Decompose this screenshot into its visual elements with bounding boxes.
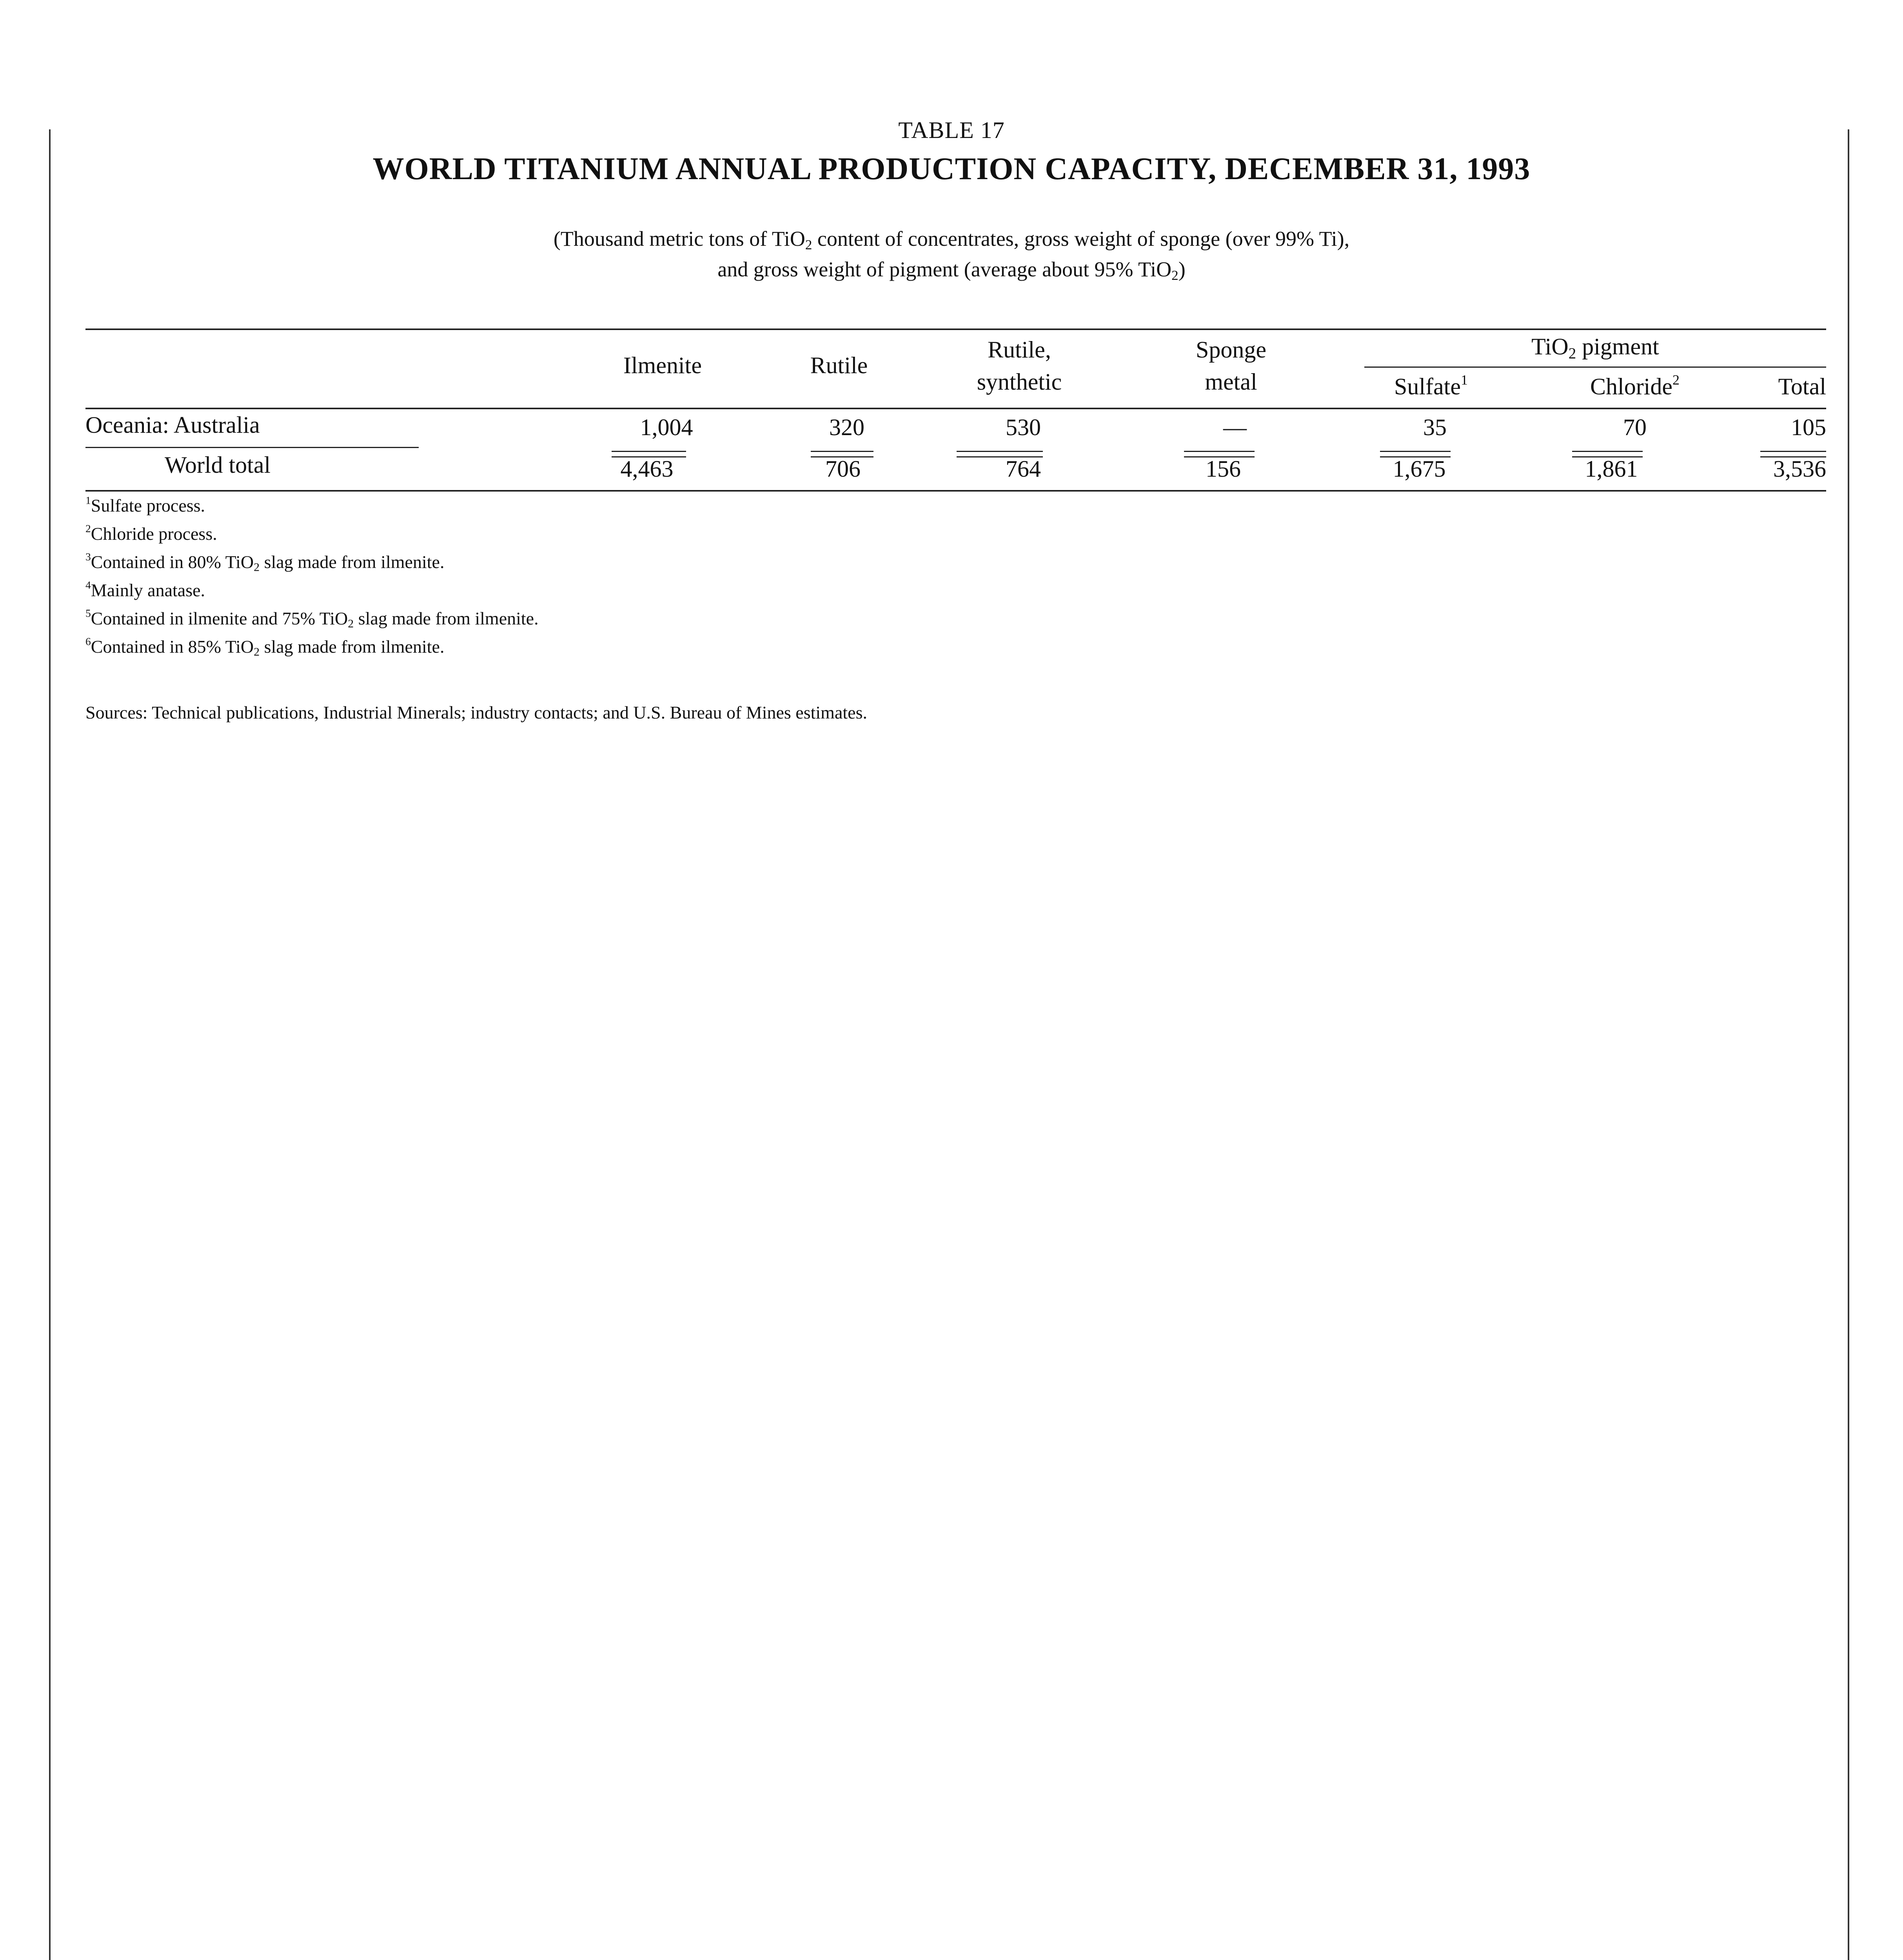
col-header-ilmenite: Ilmenite: [623, 352, 702, 378]
row-label-oceania-australia: Oceania: Australia: [85, 412, 260, 438]
cell-australia-rutile: 320: [829, 414, 864, 440]
col-header-rutile-synthetic-line-2: synthetic: [977, 369, 1062, 395]
cell-australia-ilmenite: 1,004: [640, 414, 693, 440]
cell-world-chloride: 1,861: [1585, 456, 1638, 482]
table-number: TABLE 17: [898, 117, 1005, 143]
cell-australia-rutile-synthetic: 530: [1006, 414, 1041, 440]
col-header-sponge-line-1: Sponge: [1196, 337, 1266, 363]
table-top-rule: [85, 328, 1826, 330]
total-double-rule-sulfate-a: [1380, 451, 1451, 452]
col-header-rutile: Rutile: [810, 352, 868, 378]
total-double-rule-total-a: [1760, 451, 1826, 452]
footnote-4: $^4$Mainly anatase.: [85, 579, 205, 600]
total-double-rule-ilmenite-a: [612, 451, 686, 452]
sources-note: Sources: Technical publications, Industrial Minerals; industry contacts; and U.S. Bureau of Mines estimates.: [85, 702, 867, 722]
footnote-2: $^2$Chloride process.: [85, 522, 217, 544]
cell-australia-total: 105: [1791, 414, 1826, 440]
col-header-total: Total: [1778, 374, 1826, 399]
footnote-6: $^6$Contained in 85% TiO$_2$ slag made from ilmenite.: [85, 635, 445, 659]
right-margin-rule: [1848, 129, 1849, 1960]
footnote-3: $^3$Contained in 80% TiO$_2$ slag made from ilmenite.: [85, 550, 445, 574]
col-header-sulfate: Sulfate$^1$: [1394, 372, 1468, 399]
header-bottom-rule: [85, 408, 1826, 409]
cell-australia-sponge-metal: —: [1223, 414, 1247, 440]
col-header-rutile-synthetic-line-1: Rutile,: [988, 337, 1051, 363]
total-double-rule-chloride-a: [1572, 451, 1643, 452]
left-margin-rule: [49, 129, 51, 1960]
table-subtitle-line-2: and gross weight of pigment (average about 95% TiO$_2$): [717, 258, 1186, 283]
table-title: WORLD TITANIUM ANNUAL PRODUCTION CAPACITY, DECEMBER 31, 1993: [372, 152, 1531, 186]
cell-world-rutile: 706: [825, 456, 861, 482]
row-label-world-total: World total: [165, 452, 271, 478]
cell-world-ilmenite: 4,463: [620, 456, 674, 482]
col-header-sponge-line-2: metal: [1205, 369, 1257, 395]
cell-world-rutile-synthetic: 764: [1006, 456, 1041, 482]
total-double-rule-sponge-a: [1184, 451, 1255, 452]
table-bottom-rule: [85, 490, 1826, 492]
footnote-5: $^5$Contained in ilmenite and 75% TiO$_2$ slag made from ilmenite.: [85, 607, 539, 630]
col-header-tio2-pigment: TiO$_2$ pigment: [1531, 334, 1659, 362]
col-header-chloride: Chloride$^2$: [1590, 372, 1680, 399]
cell-world-sulfate: 1,675: [1393, 456, 1446, 482]
cell-australia-chloride: 70: [1623, 414, 1647, 440]
cell-world-total: 3,536: [1773, 456, 1826, 482]
total-double-rule-rutile-a: [811, 451, 873, 452]
cell-world-sponge-metal: 156: [1206, 456, 1241, 482]
cell-australia-sulfate: 35: [1423, 414, 1447, 440]
total-double-rule-synthetic-a: [957, 451, 1043, 452]
footnote-1: $^1$Sulfate process.: [85, 494, 205, 515]
row-label-underline: [85, 447, 419, 448]
table-subtitle-line-1: (Thousand metric tons of TiO$_2$ content of concentrates, gross weight of sponge (over 99% Ti),: [553, 227, 1350, 252]
